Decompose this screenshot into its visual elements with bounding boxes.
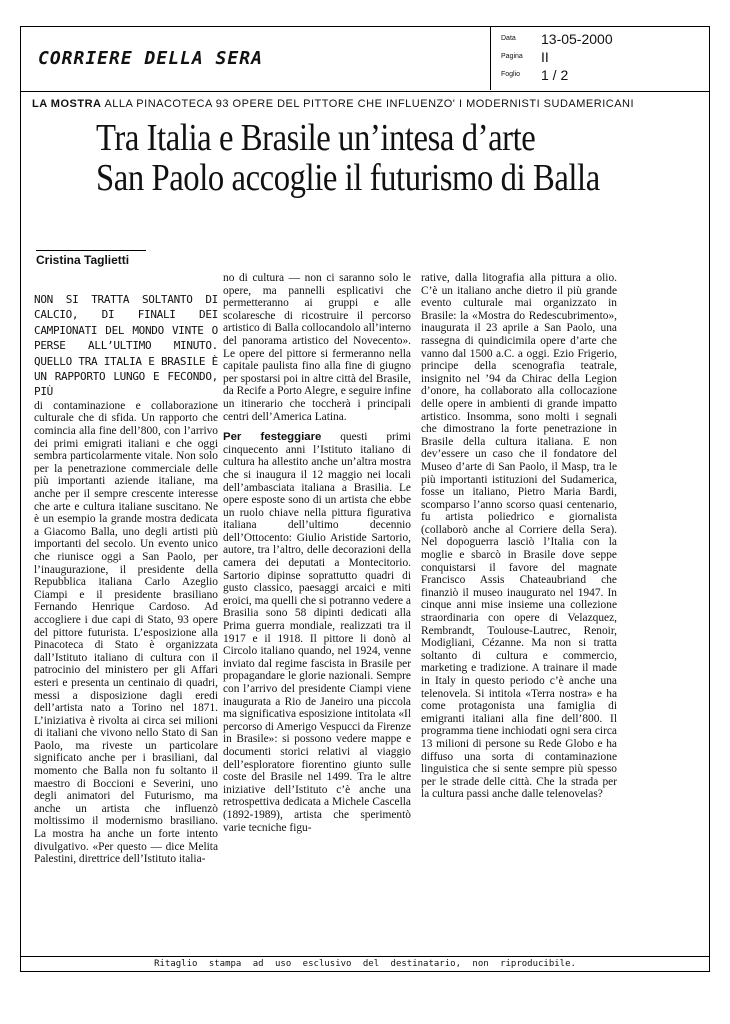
sheet-value: 1 / 2 (541, 66, 569, 83)
column-1-text: di contaminazione e collaborazione culturale che di sfida. Un rapporto che comincia alla fine dell’800, con l’arrivo dei primi emigrati italiani e che oggi sembra particolarmente vitale. Non solo per la penetrazione commerciale delle più importanti aziende italiane, ma anche per il sempre crescente interesse che arte e cultura italiane suscitano. Ne è un esempio la grande mostra dedicata a Giacomo Balla, uno degli artisti più importanti del secolo. Un evento unico che riunisce oggi a San Paolo, per l’inaugurazione, il presidente della Repubblica italiana Carlo Azeglio Ciampi e il presidente brasiliano Fernando Henrique Cardoso. Ad accogliere i due capi di Stato, 93 opere del pittore futurista. L’esposizione alla Pinacoteca di Stato è organizzata dall’Istituto italiano di cultura con il patrocinio del ministero per gli Affari esteri e presenta un centinaio di quadri, messi a disposizione dagli eredi dell’artista nato a Torino nel 1871. L’iniziativa è rivolta ai circa sei milioni di italiani che vivono nello Stato di San Paolo, ma riveste un particolare significato anche per i brasiliani, dal momento che Balla non fu soltanto il maestro di Boccioni e Severini, uno degli animatori del Futurismo, ma anche un artista che influenzò moltissimo il modernismo brasiliano. La mostra ha anche un forte intento divulgativo. «Per questo — dice Melita Palestini, direttrice dell’Istituto italia- (34, 399, 218, 866)
headline-line-2: San Paolo accoglie il futurismo di Balla (96, 157, 600, 199)
column-2-paragraph (223, 431, 411, 834)
column-2-text-b: questi primi cinquecento anni l’Istituto italiano di cultura ha allestito anche un’altra mostra che si inaugura il 12 maggio nei locali dell’ambasciata italiana a Brasilia. Le opere esposte sono di un artista che ebbe un ruolo chiave nella pittura figurativa italiana dell’ultimo decennio dell’Ottocento: Giulio Aristide Sartorio, autore, tra l’altro, delle decorazioni della camera dei deputati a Montecitorio. Sartorio dipinse soprattutto quadri di gusto classico, paesaggi arcaici e miti eroici, ma quelli che si potranno vedere a Brasilia sono 58 dipinti dedicati alla Prima guerra mondiale, realizzati tra il 1917 e il 1918. Il pittore li donò al Circolo italiano quando, nel 1924, venne inviato dal regime fascista in Brasile per propagandare le glorie nazionali. Sempre con l’arrivo del presidente Ciampi viene inaugurata a Rio de Janeiro una piccola ma significativa esposizione intitolata «Il percorso di Amerigo Vespucci da Firenze in Brasile»: si possono vedere mappe e documenti storici relativi al viaggio dell’esploratore fiorentino giunto sulle coste del Brasile nel 1499. Tra le altre iniziative dell’Istituto c’è anche una retrospettiva dedicata a Michele Cascella (1892-1989), artista che sperimentò varie tecniche figu- (223, 431, 411, 834)
kicker-bold: LA MOSTRA (32, 98, 102, 110)
clipping-meta (490, 26, 711, 90)
column-3-text: rative, dalla litografia alla pittura a olio. C’è un italiano anche dietro il più grande evento culturale mai organizzato in Brasile: la «Mostra do Redescubrimento», inaugurata il 23 aprile a San Paolo, una rassegna di quindicimila opere d’arte che vanno dal 1500 a.C. a oggi. Ezio Frigerio, principe della scenografia teatrale, insignito nel ’94 da Chirac della Legion d’onore, ha collaborato alla collocazione delle opere in ambienti di grande impatto artistico. Insomma, sono molti i segnali che dimostrano la forte penetrazione in Brasile della cultura italiana. E non dev’essere un caso che il fondatore del Museo d’arte di San Paolo, il Masp, tra le più importanti istituzioni del Sudamerica, fosse un italiano, Pietro Maria Bardi, scomparso l’anno scorso quasi centenario, fu artista poliedrico e giornalista (collaborò anche al Corriere della Sera). Nel dopoguerra lasciò l’Italia con la moglie e sbarcò in Brasile dove seppe conquistarsi il favore del magnate Francisco Assis Chateaubriand che finanziò il museo inaugurato nel 1947. In cinque anni mise insieme una collezione straordinaria con opere di Velazquez, Rembrandt, Toulouse-Lautrec, Renoir, Modigliani, Cézanne. Ma non si tratta soltanto di cultura e commercio, marketing e tradizione. A trainare il made in Italy in questo periodo c’è anche una telenovela. Si intitola «Terra nostra» e ha come protagonista una famiglia di emigranti italiani alla fine dell’800. Il programma tiene inchiodati ogni sera circa 13 milioni di persone su Rede Globo e ha diffuso una sorta di contaminazione linguistica che si sente sempre più spesso per le strade delle città. Che la strada per la cultura passi anche dalle telenovelas? (421, 272, 617, 801)
meta-date (501, 30, 613, 48)
author-byline: Cristina Taglietti (36, 253, 130, 267)
column-2-subhead: Per festeggiare (223, 431, 322, 444)
date-value: 13-05-2000 (541, 30, 613, 47)
article-column-1 (34, 292, 218, 866)
newspaper-name: CORRIERE DELLA SERA (38, 48, 263, 69)
date-label: Data (501, 35, 516, 43)
article-column-3 (421, 272, 617, 801)
article-column-2 (223, 272, 411, 834)
masthead (20, 26, 710, 92)
clipping-footer: Ritaglio stampa ad uso esclusivo del destinatario, non riproducibile. (20, 956, 710, 972)
page-label: Pagina (501, 53, 523, 61)
sheet-label: Foglio (501, 71, 521, 79)
meta-sheet (501, 66, 568, 84)
meta-page (501, 48, 549, 66)
column-2-text-a: no di cultura — non ci saranno solo le opere, ma pannelli esplicativi che permetteranno ai gruppi e alle scolaresche di ricostruire il percorso artistico di Balla collocandolo all’interno del panorama artistico del Novecento». Le opere del pittore si fermeranno nella capitale paulista fino alla fine di giugno per spostarsi poi in altre città del Brasile, da Recife a Porto Alegre, e seguire infine un itinerario che toccherà i principali centri dell’America Latina. (223, 272, 411, 423)
headline (96, 118, 612, 198)
page-value: II (541, 48, 549, 65)
article-lead: NON SI TRATTA SOLTANTO DI CALCIO, DI FINALI DEI CAMPIONATI DEL MONDO VINTE O PERSE ALL’ULTIMO MINUTO. QUELLO TRA ITALIA E BRASILE È UN RAPPORTO LUNGO E FECONDO, PIÙ (34, 293, 218, 399)
headline-line-1: Tra Italia e Brasile un’intesa d’arte (96, 117, 536, 159)
kicker-text: ALLA PINACOTECA 93 OPERE DEL PITTORE CHE INFLUENZO' I MODERNISTI SUDAMERICANI (104, 98, 635, 110)
kicker (32, 98, 672, 110)
author-rule (36, 250, 146, 251)
